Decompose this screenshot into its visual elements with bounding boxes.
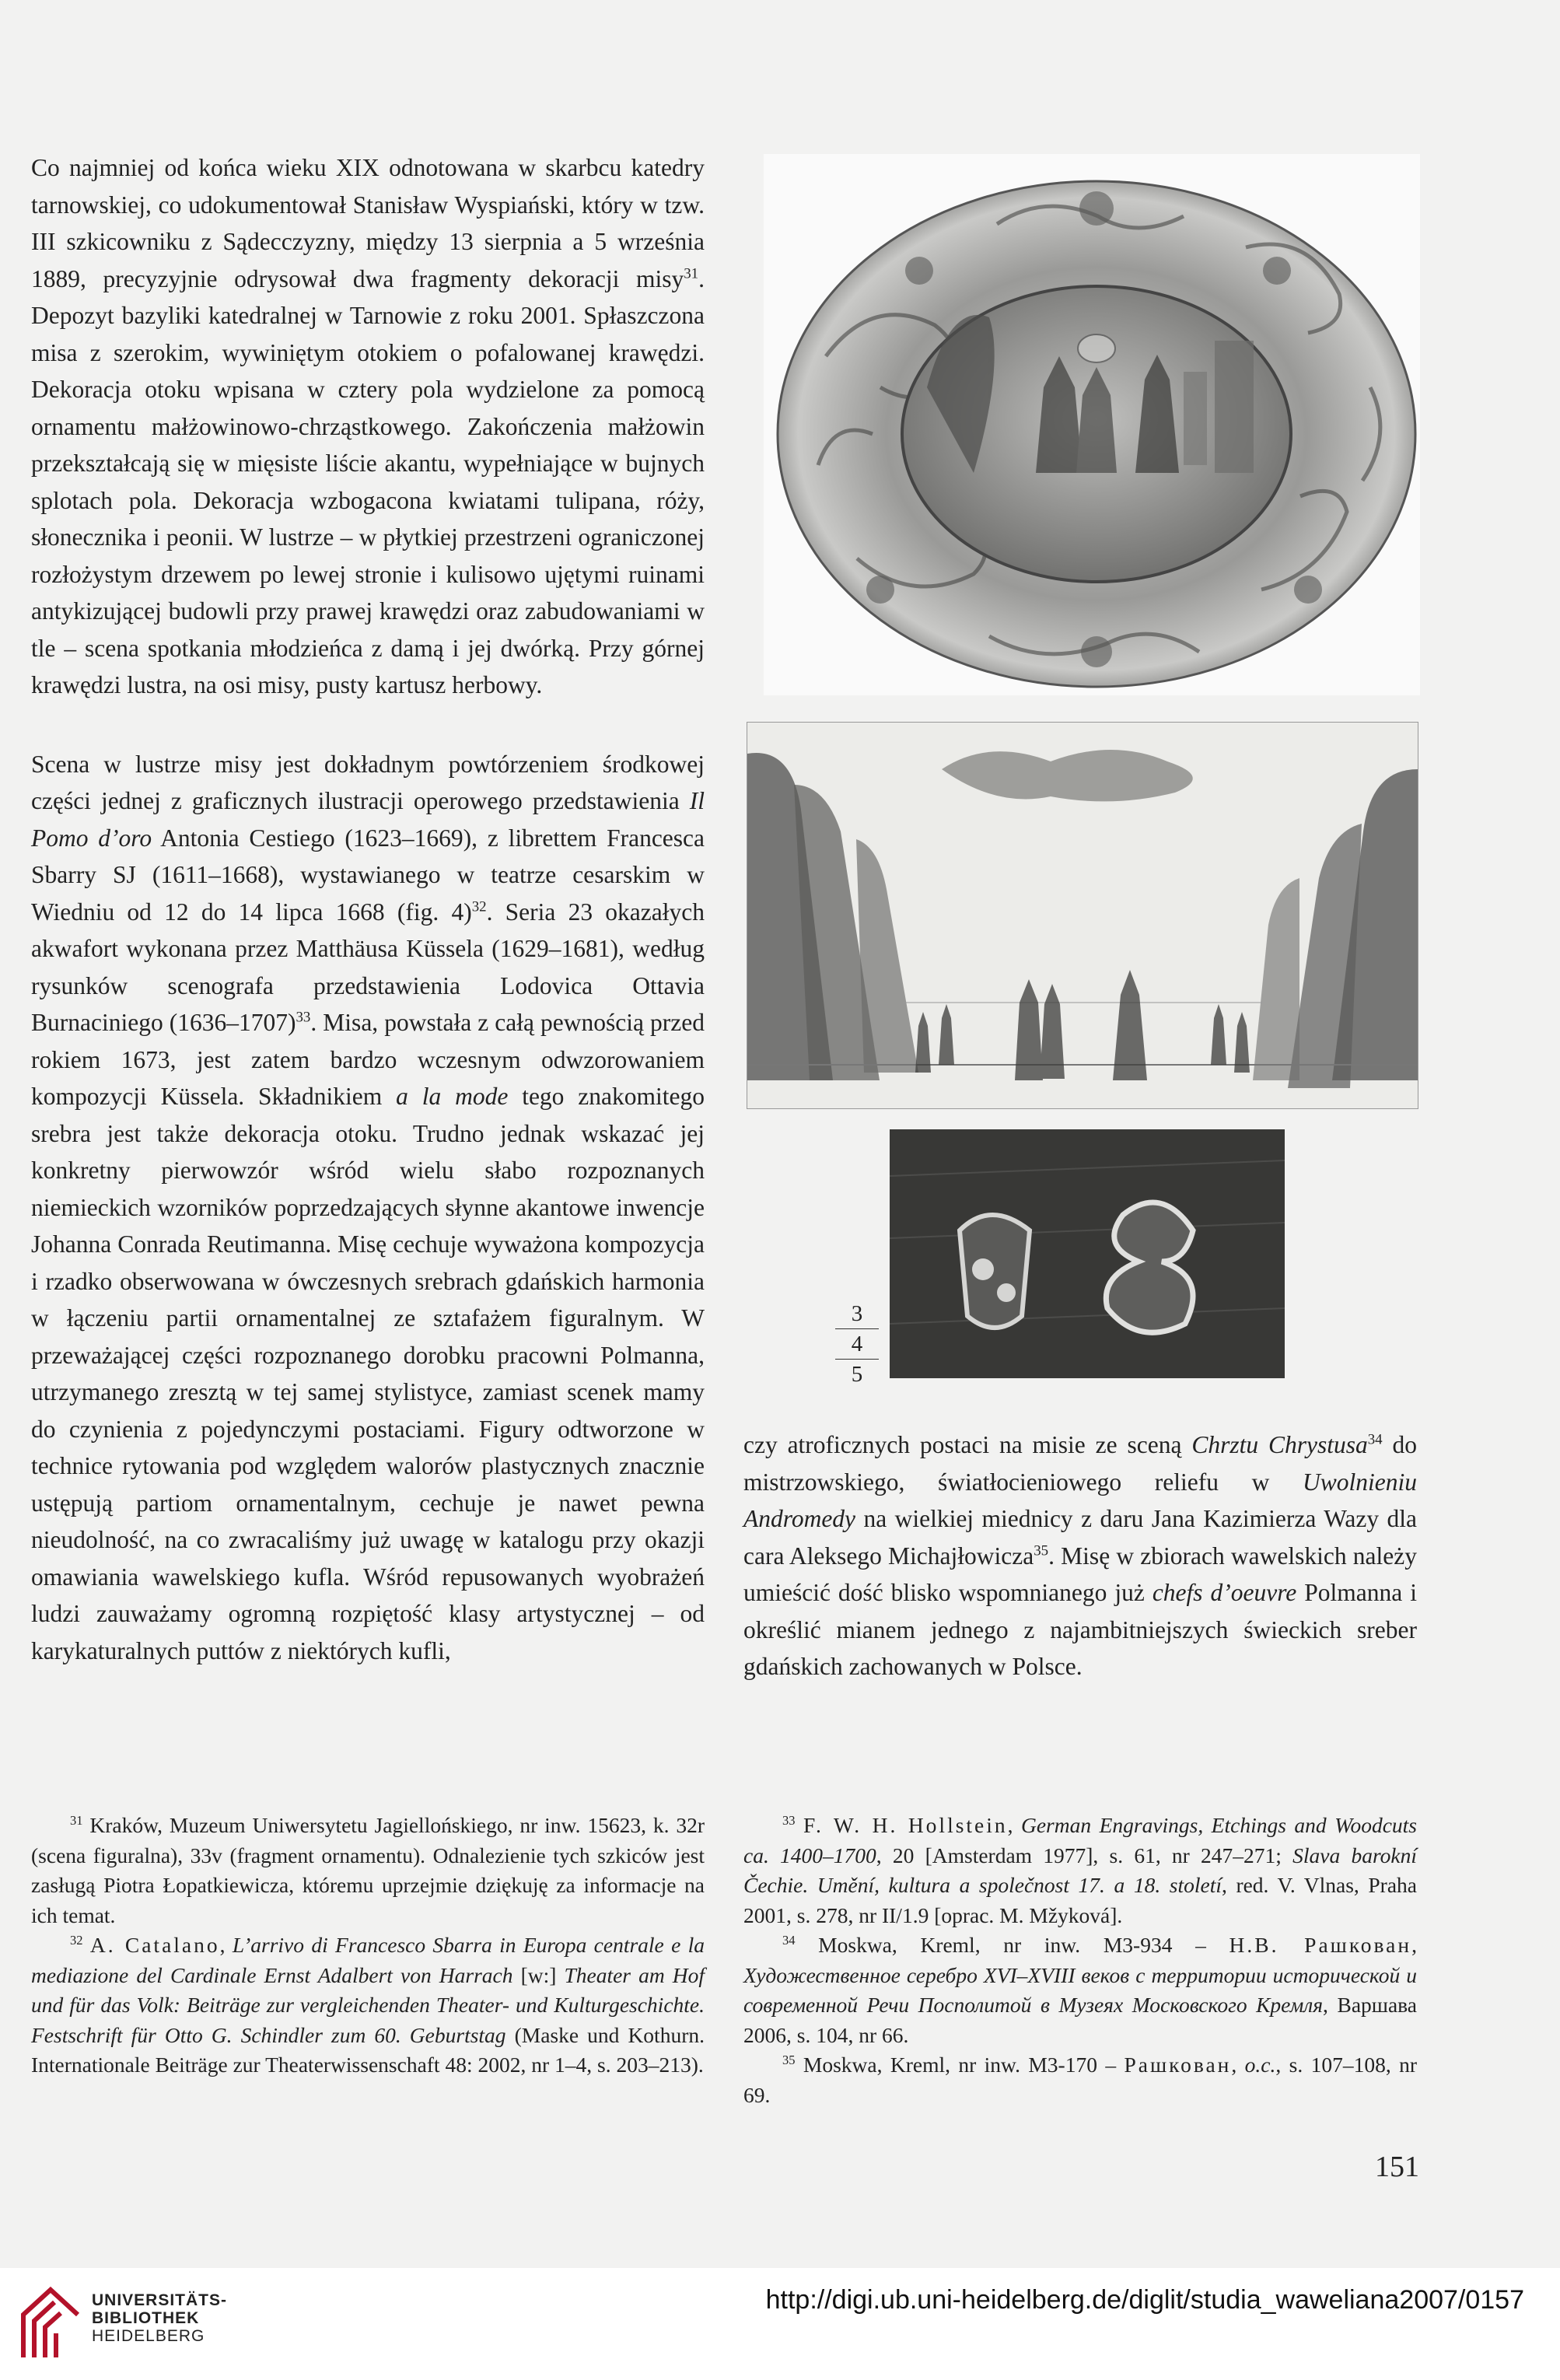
text-run: Co najmniej od końca wieku XIX odnotowana w skarbcu katedry tarnowskiej, co udokumentował Stanisław Wyspiański, który w tzw. III szkicowniku z Sądecczyzny, między 13 sierpnia a 5 września 1889, precyzyjnie odrysował dwa fragmenty dekoracji misy: [31, 154, 705, 292]
paragraph: [31, 149, 705, 704]
maker-marks-photo: [890, 1129, 1285, 1378]
engraving-il-pomo-doro: [747, 722, 1418, 1109]
figure-number: 4: [835, 1328, 879, 1359]
text-run: [w:]: [512, 1962, 565, 1987]
text-run: , 20 [Amsterdam 1977], s. 61, nr 247–271;: [876, 1843, 1293, 1867]
footnote-35: [743, 2050, 1417, 2110]
footnote-number: 33: [782, 1812, 796, 1828]
text-run: . Depozyt bazyliki katedralnej w Tarnowie z roku 2001. Spłaszczona misa z szerokim, wywiniętym otokiem o pofalowanej krawędzi. Dekoracja otoku wpisana w cztery pola wydzielone za pomocą ornamentu małżowinowo-chrząstkowego. Zakończenia małżowin przekształcają się w mięsiste liście akantu, wypełniające w bujnych splotach pola. Dekoracja wzbogacona kwiatami tulipana, róży, słonecznika i peonii. W lustrze – w płytkiej przestrzeni ograniczonej rozłożystym drzewem po lewej stronie i kulisowo ujętymi ruinami antykizującej budowli przy prawej krawędzi oraz zabudowaniami w tle – scena spotkania młodzieńca z damą i jej dwórką. Przy górnej krawędzi lustra, na osi misy, pusty kartusz herbowy.: [31, 264, 705, 698]
footnote-ref[interactable]: 34: [1367, 1431, 1383, 1448]
text-run: ,: [1231, 2053, 1245, 2077]
citation-title: Slava barokní Čechie. Umění, kultura a společnost 17. a 18. století: [743, 1843, 1417, 1897]
citation-title: Художественное серебро XVI–XVIII веков с территории исторической и современной Речи Посполитой в Музеях Московского Кремля: [743, 1962, 1417, 2017]
text-run: ,: [1411, 1933, 1417, 1957]
text-run: ,: [219, 1933, 233, 1957]
footnote-ref[interactable]: 35: [1034, 1542, 1049, 1559]
author-name: F. W. H. Hollstein: [803, 1813, 1008, 1837]
text-run: . Seria 23 okazałych akwafort wykonana przez Matthäusa Küssela (1629–1681), według rysunków scenografa przedstawienia Lodovica Ottavia Burnaciniego (1636–1707): [31, 898, 705, 1036]
source-url-link[interactable]: http://digi.ub.uni-heidelberg.de/diglit/studia_waweliana2007/0157: [765, 2285, 1524, 2315]
author-name: A. Catalano: [89, 1933, 220, 1957]
footnote-ref[interactable]: 33: [296, 1009, 311, 1026]
text-run: tego znakomitego srebra jest także dekoracja otoku. Trudno jednak wskazać jej konkretny pierwowzór wśród wielu słabo rozpoznanych niemieckich wzorników poprzedzających słynne akantowe inwencje Johanna Conrada Reutimanna. Misę cechuje wyważona kompozycja i rzadko obserwowana w ówczesnych srebrach gdańskich harmonia w łączeniu partii ornamentalnej ze sztafażem figuralnym. W przeważającej części rozpoznanego dorobku pracowni Polmanna, utrzymanego zresztą w tej samej stylistyce, zamiast scenek mamy do czynienia z pojedynczymi postaciami. Figury odtworzone w technice rytowania pod względem walorów plastycznych znacznie ustępują partiom ornamentalnym, cechuje je nawet pewna nieudolność, na co zwracaliśmy już uwagę w katalogu przy okazji omawiania wawelskiego kufla. Wśród repusowanych wyobrażeń ludzi zauważamy ogromną rozpiętość klasy artystycznej – od karykaturalnych puttów z niektórych kufli,: [31, 1083, 705, 1664]
text-run: . Misę w zbiorach wawelskich należy umieścić dość blisko wspomnianego już: [743, 1542, 1417, 1606]
footnote-number: 31: [70, 1812, 83, 1828]
footnote-32: [31, 1930, 705, 2081]
text-run: Moskwa, Kreml, nr inw. M3-170 –: [795, 2053, 1125, 2077]
silver-dish-photo: [764, 154, 1420, 695]
text-run: , Варшава 2006, s. 104, nr 66.: [743, 1993, 1418, 2047]
library-name-line: UNIVERSITÄTS-: [92, 2291, 228, 2309]
footnote-ref[interactable]: 31: [684, 265, 699, 282]
text-run: Moskwa, Kreml, nr inw. M3-934 –: [795, 1933, 1229, 1957]
text-run: ,: [1007, 1813, 1021, 1837]
text-run: Antonia Cestiego (1623–1669), z librettem Francesca Sbarry SJ (1611–1668), wystawianego w teatrze cesarskim w Wiedniu od 12 do 14 lipca 1668 (fig. 4): [31, 824, 705, 926]
author-name: Рашкован: [1124, 2053, 1232, 2077]
citation-title: Theater am Hof und für das Volk: Beiträge zur vergleichenden Theater- und Kulturgeschichte. Festschrift für Otto G. Schindler zum 60. Geburtstag: [31, 1962, 705, 2047]
italic-term: a la mode: [396, 1083, 509, 1110]
footnote-34: [743, 1930, 1417, 2050]
main-text-right-column: [743, 1426, 1417, 1685]
text-run: (Maske und Kothurn. Internationale Beiträge zur Theaterwissenschaft 48: 2002, nr 1–4, s. 203–213).: [31, 2022, 705, 2077]
artwork-title: Uwolnieniu Andromedy: [743, 1468, 1417, 1532]
text-run: do mistrzowskiego, światłocieniowego reliefu w: [743, 1431, 1417, 1496]
figure-numbers: [835, 1299, 879, 1389]
paragraph: [743, 1426, 1417, 1685]
library-name-line: BIBLIOTHEK: [92, 2309, 200, 2327]
footnote-number: 34: [782, 1932, 796, 1948]
text-run: Kraków, Muzeum Uniwersytetu Jagiellońskiego, nr inw. 15623, k. 32r (scena figuralna), 33v (fragment ornamentu). Odnalezienie tych szkiców jest zasługą Piotra Łopatkiewicza, któremu uprzejmie dziękuję za informacje na ich temat.: [31, 1813, 705, 1927]
footnote-number: 35: [782, 2052, 796, 2067]
figure-number: 5: [835, 1359, 879, 1389]
footnotes-left-column: [31, 1811, 705, 2081]
text-run: Scena w lustrze misy jest dokładnym powtórzeniem środkowej części jednej z graficznych ilustracji operowego przedstawienia: [31, 750, 705, 814]
footnote-31: [31, 1811, 705, 1930]
paragraph: [31, 746, 705, 1670]
citation-title: German Engravings, Etchings and Woodcuts ca. 1400–1700: [743, 1813, 1418, 1867]
library-logo-icon: [16, 2284, 86, 2361]
footnote-number: 32: [70, 1932, 83, 1948]
library-name-line: HEIDELBERG: [92, 2327, 205, 2345]
text-run: czy atroficznych postaci na misie ze sceną: [743, 1431, 1192, 1458]
footnote-33: [743, 1811, 1417, 1930]
footnote-ref[interactable]: 32: [471, 898, 487, 915]
library-name: [92, 2291, 227, 2345]
artwork-title: Chrztu Chrystusa: [1191, 1431, 1368, 1458]
text-run: , red. V. Vlnas, Praha 2001, s. 278, nr II/1.9 [oprac. M. Mžyková].: [743, 1873, 1417, 1927]
figure-number: 3: [851, 1301, 863, 1326]
text-run: na wielkiej miednicy z daru Jana Kazimierza Wazy dla cara Aleksego Michajłowicza: [743, 1505, 1417, 1570]
author-name: Н.В. Рашкован: [1229, 1933, 1412, 1957]
italic-term: o.c.: [1244, 2053, 1276, 2077]
footnotes-right-column: [743, 1811, 1417, 2110]
text-run: , s. 107–108, nr 69.: [743, 2053, 1417, 2107]
citation-title: L’arrivo di Francesco Sbarra in Europa centrale e la mediazione del Cardinale Ernst Adalbert von Harrach: [31, 1933, 705, 1987]
opera-title: Il Pomo d’oro: [31, 787, 705, 852]
main-text-left-column: [31, 149, 705, 1669]
text-run: . Misa, powstała z całą pewnością przed rokiem 1673, jest zatem bardzo wczesnym odwzorowaniem kompozycji Küssela. Składnikiem: [31, 1009, 705, 1110]
italic-term: chefs d’oeuvre: [1152, 1579, 1297, 1606]
text-run: Polmanna i określić mianem jednego z najambitniejszych świeckich sreber gdańskich zachowanych w Polsce.: [743, 1579, 1417, 1680]
page-number: 151: [1375, 2151, 1419, 2183]
